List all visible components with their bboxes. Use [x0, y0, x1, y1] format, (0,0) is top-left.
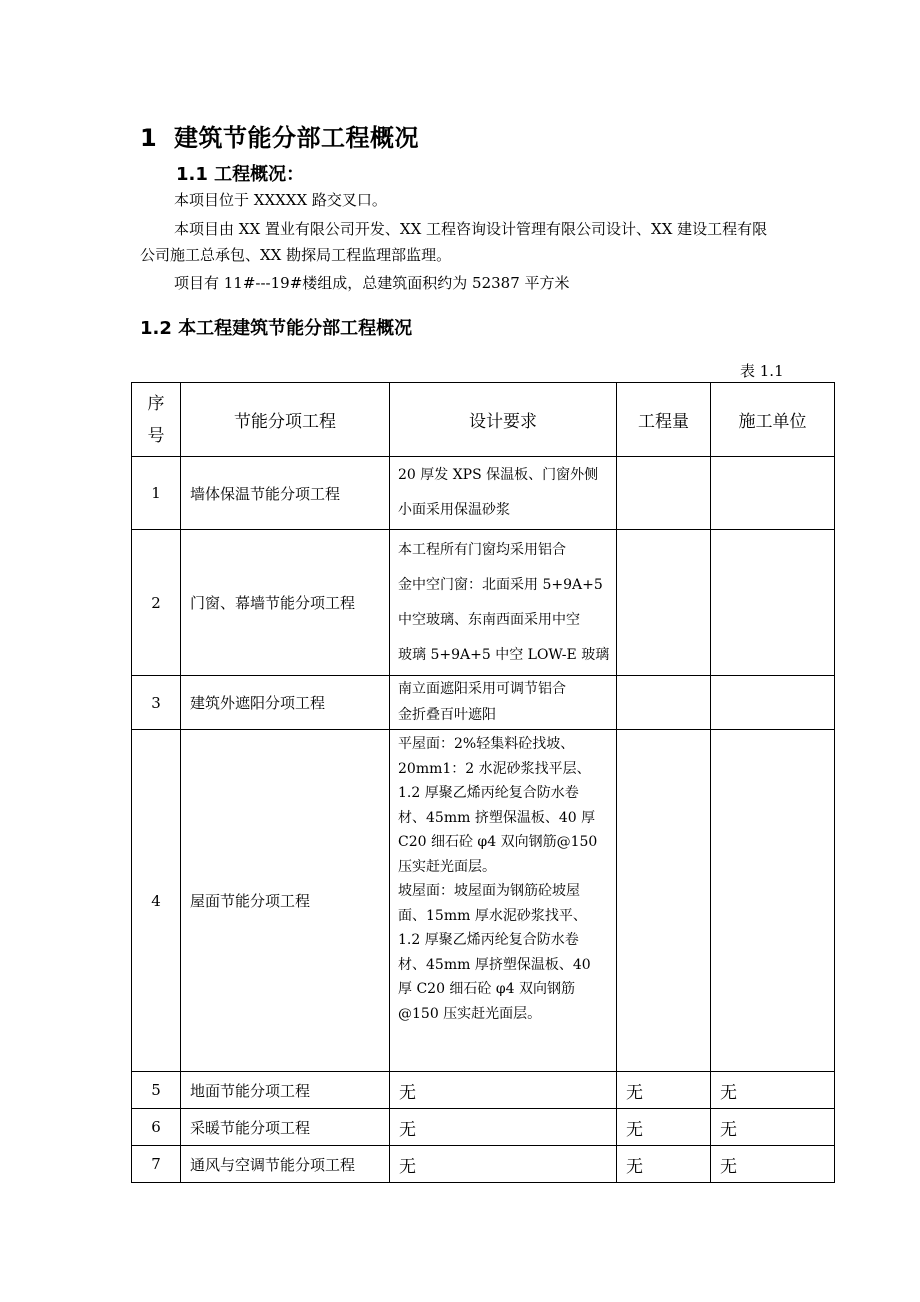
row-item: 地面节能分项工程 [181, 1072, 390, 1109]
row-quantity [617, 730, 711, 1072]
row-unit [711, 457, 835, 530]
row-quantity: 无 [617, 1146, 711, 1183]
header-seq: 序 号 [132, 383, 181, 457]
table-row [132, 1072, 835, 1109]
table-row [132, 457, 835, 530]
row-seq: 2 [132, 530, 181, 676]
row-quantity [617, 676, 711, 730]
header-unit: 施工单位 [711, 383, 835, 457]
header-item: 节能分项工程 [181, 383, 390, 457]
row-seq: 1 [132, 457, 181, 530]
row-design: 无 [390, 1109, 617, 1146]
paragraph-location: 本项目位于 XXXXX 路交叉口。 [174, 191, 387, 209]
row-item: 门窗、幕墙节能分项工程 [181, 530, 390, 676]
heading-number: 1 [140, 124, 158, 152]
row-seq: 3 [132, 676, 181, 730]
row-unit: 无 [711, 1072, 835, 1109]
paragraph-parties-line2: 公司施工总承包、XX 勘探局工程监理部监理。 [140, 246, 452, 264]
row-design: 本工程所有门窗均采用铝合 金中空门窗：北面采用 5+9A+5 中空玻璃、东南西面采用中空 玻璃 5+9A+5 中空 LOW-E 玻璃 [390, 530, 617, 676]
row-quantity [617, 457, 711, 530]
paragraph-buildings: 项目有 11#---19#楼组成，总建筑面积约为 52387 平方米 [174, 274, 570, 292]
paragraph-parties-line1: 本项目由 XX 置业有限公司开发、XX 工程咨询设计管理有限公司设计、XX 建设工程有限 [174, 220, 768, 238]
row-unit [711, 676, 835, 730]
table-label: 表 1.1 [740, 362, 784, 380]
header-design: 设计要求 [390, 383, 617, 457]
row-quantity: 无 [617, 1109, 711, 1146]
row-design: 南立面遮阳采用可调节铝合 金折叠百叶遮阳 [390, 676, 617, 730]
row-unit: 无 [711, 1109, 835, 1146]
row-design: 20 厚发 XPS 保温板、门窗外侧 小面采用保温砂浆 [390, 457, 617, 530]
row-design: 平屋面：2%轻集料砼找坡、 20mm1：2 水泥砂浆找平层、 1.2 厚聚乙烯丙纶复合防水卷 材、45mm 挤塑保温板、40 厚 C20 细石砼 φ4 双向钢筋@150 压实赶光面层。 坡屋面：坡屋面为钢筋砼坡屋 面、15mm 厚水泥砂浆找平、 1.2 厚聚乙烯丙纶复合防水卷 材、45mm 厚挤塑保温板、40 厚 C20 细石砼 φ4 双向钢筋 @150 压实赶光面层。 [390, 730, 617, 1072]
table-row [132, 530, 835, 676]
row-item: 采暖节能分项工程 [181, 1109, 390, 1146]
energy-saving-table [131, 382, 835, 1183]
row-seq: 6 [132, 1109, 181, 1146]
subsection-title-1-2: 1.2 本工程建筑节能分部工程概况 [140, 318, 413, 339]
subsection-title-1-1: 1.1 工程概况： [176, 164, 305, 185]
heading-title: 建筑节能分部工程概况 [174, 124, 419, 152]
row-unit: 无 [711, 1146, 835, 1183]
row-seq: 5 [132, 1072, 181, 1109]
row-unit [711, 730, 835, 1072]
table-header-row [132, 383, 835, 457]
table-row [132, 730, 835, 1072]
table-row [132, 676, 835, 730]
section-heading-1 [140, 118, 419, 153]
row-design: 无 [390, 1146, 617, 1183]
row-item: 屋面节能分项工程 [181, 730, 390, 1072]
row-unit [711, 530, 835, 676]
row-item: 建筑外遮阳分项工程 [181, 676, 390, 730]
table-row [132, 1146, 835, 1183]
row-design: 无 [390, 1072, 617, 1109]
table-row [132, 1109, 835, 1146]
header-quantity: 工程量 [617, 383, 711, 457]
row-seq: 4 [132, 730, 181, 1072]
row-item: 墙体保温节能分项工程 [181, 457, 390, 530]
row-seq: 7 [132, 1146, 181, 1183]
row-quantity: 无 [617, 1072, 711, 1109]
row-quantity [617, 530, 711, 676]
row-item: 通风与空调节能分项工程 [181, 1146, 390, 1183]
